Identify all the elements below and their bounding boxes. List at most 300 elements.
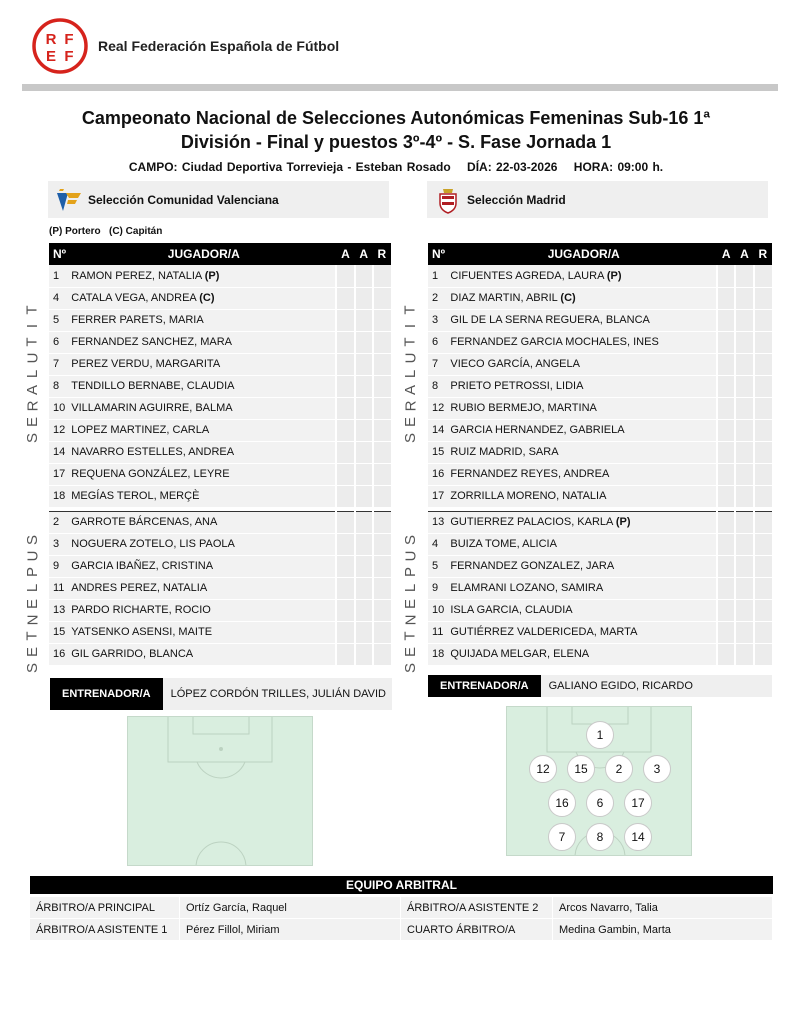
player-row xyxy=(428,463,772,485)
mark-cell-a2 xyxy=(355,577,373,599)
player-name: YATSENKO ASENSI, MAITE xyxy=(71,626,213,638)
player-row xyxy=(49,375,391,397)
side-label-letter: E xyxy=(23,598,41,610)
column-header-num: Nº xyxy=(428,243,450,265)
player-role-tag: (C) xyxy=(199,292,215,304)
referees-title: EQUIPO ARBITRAL xyxy=(30,876,773,894)
player-row xyxy=(428,331,772,353)
player-row xyxy=(428,643,772,665)
side-label-letter: L xyxy=(24,583,41,593)
mark-cell-a2 xyxy=(355,287,373,309)
mark-cell-a1 xyxy=(336,331,354,353)
player-row xyxy=(428,309,772,331)
mark-cell-r xyxy=(373,533,391,555)
player-name: FERNANDEZ SANCHEZ, MARA xyxy=(71,336,232,348)
player-name: FERNANDEZ REYES, ANDREA xyxy=(450,468,610,480)
side-label-letter: E xyxy=(23,416,41,428)
player-name-cell xyxy=(71,643,336,665)
mark-cell-a1 xyxy=(336,397,354,419)
side-label-letter: T xyxy=(401,631,419,641)
player-name-cell xyxy=(450,265,717,287)
player-name-cell xyxy=(71,511,336,533)
mark-cell-a1 xyxy=(336,441,354,463)
player-number: 16 xyxy=(428,463,450,485)
player-name: CIFUENTES AGREDA, LAURA xyxy=(450,269,604,282)
player-number: 5 xyxy=(49,309,71,331)
player-name-cell xyxy=(71,287,336,309)
mark-cell-r xyxy=(373,643,391,665)
column-header-r: R xyxy=(373,243,391,265)
side-label-letter: L xyxy=(402,583,419,593)
player-row xyxy=(49,577,391,599)
org-name: Real Federación Española de Fútbol xyxy=(98,38,340,54)
mark-cell-a2 xyxy=(735,375,753,397)
player-row xyxy=(428,397,772,419)
mark-cell-a1 xyxy=(717,375,735,397)
side-label-letter: T xyxy=(23,337,41,347)
mark-cell-a2 xyxy=(355,621,373,643)
mark-cell-a1 xyxy=(336,375,354,397)
player-number: 10 xyxy=(428,599,450,621)
referee-name: Pérez Fillol, Miriam xyxy=(180,919,401,940)
mark-cell-a1 xyxy=(717,309,735,331)
player-name: CATALA VEGA, ANDREA xyxy=(71,292,197,304)
away-roster-table xyxy=(428,243,772,666)
formation-player-dot: 1 xyxy=(586,721,614,749)
page-header xyxy=(32,18,339,74)
away-coach-name: GALIANO EGIDO, RICARDO xyxy=(541,675,772,697)
player-name: MEGÍAS TEROL, MERÇÈ xyxy=(71,490,200,502)
column-header-a1: A xyxy=(336,243,354,265)
player-row xyxy=(49,511,391,533)
player-name: GIL GARRIDO, BLANCA xyxy=(71,648,194,660)
mark-cell-a2 xyxy=(355,397,373,419)
player-name-cell xyxy=(71,419,336,441)
player-name-cell xyxy=(450,397,717,419)
header-divider xyxy=(22,84,778,91)
mark-cell-r xyxy=(373,485,391,507)
player-name-cell xyxy=(450,485,717,507)
referee-name: Arcos Navarro, Talia xyxy=(553,897,773,918)
player-number: 15 xyxy=(49,621,71,643)
player-number: 4 xyxy=(428,533,450,555)
mark-cell-r xyxy=(754,353,772,375)
referee-name: Ortíz García, Raquel xyxy=(180,897,401,918)
player-name-cell xyxy=(450,599,717,621)
mark-cell-r xyxy=(754,511,772,533)
mark-cell-a2 xyxy=(735,441,753,463)
mark-cell-a2 xyxy=(735,419,753,441)
referee-role: CUARTO ÁRBITRO/A xyxy=(401,919,553,940)
column-header-a2: A xyxy=(735,243,753,265)
player-name-cell xyxy=(71,375,336,397)
match-venue: CAMPO: Ciudad Deportiva Torrevieja - Esteban Rosado xyxy=(128,160,451,174)
player-name: ISLA GARCIA, CLAUDIA xyxy=(450,604,573,616)
player-number: 8 xyxy=(49,375,71,397)
player-name: FERNANDEZ GONZALEZ, JARA xyxy=(450,560,615,572)
mark-cell-a1 xyxy=(717,265,735,287)
mark-cell-a2 xyxy=(735,643,753,665)
player-number: 4 xyxy=(49,287,71,309)
player-name-cell xyxy=(71,353,336,375)
player-name-cell xyxy=(450,419,717,441)
player-name: PEREZ VERDU, MARGARITA xyxy=(71,358,221,370)
formation-player-dot: 3 xyxy=(643,755,671,783)
player-name: RUBIO BERMEJO, MARTINA xyxy=(450,402,597,414)
player-row xyxy=(428,419,772,441)
mark-cell-a1 xyxy=(336,309,354,331)
column-header-num: Nº xyxy=(49,243,71,265)
mark-cell-a2 xyxy=(735,485,753,507)
rfef-logo-icon xyxy=(32,18,88,74)
away-subs-label xyxy=(403,532,419,672)
mark-cell-a1 xyxy=(336,533,354,555)
side-label-letter: T xyxy=(23,305,41,315)
formation-player-dot: 7 xyxy=(548,823,576,851)
player-row xyxy=(49,463,391,485)
player-row xyxy=(428,441,772,463)
column-header-a2: A xyxy=(355,243,373,265)
player-row xyxy=(49,287,391,309)
player-row xyxy=(428,485,772,507)
player-name-cell xyxy=(450,643,717,665)
mark-cell-a1 xyxy=(336,599,354,621)
formation-player-dot: 6 xyxy=(586,789,614,817)
mark-cell-r xyxy=(373,511,391,533)
player-number: 18 xyxy=(49,485,71,507)
mark-cell-a1 xyxy=(717,331,735,353)
player-role-tag: (P) xyxy=(615,516,631,528)
player-number: 11 xyxy=(428,621,450,643)
side-label-letter: E xyxy=(401,598,419,610)
mark-cell-r xyxy=(754,441,772,463)
mark-cell-a1 xyxy=(717,577,735,599)
player-row xyxy=(428,287,772,309)
player-name-cell xyxy=(450,375,717,397)
player-name-cell xyxy=(450,533,717,555)
mark-cell-r xyxy=(373,441,391,463)
formation-player-dot: 17 xyxy=(624,789,652,817)
match-time: HORA: 09:00 h. xyxy=(573,160,664,174)
player-name-cell xyxy=(450,441,717,463)
player-name-cell xyxy=(71,533,336,555)
mark-cell-a1 xyxy=(336,577,354,599)
player-name: ZORRILLA MORENO, NATALIA xyxy=(450,490,607,502)
svg-text:E: E xyxy=(45,48,57,65)
match-date: DÍA: 22-03-2026 xyxy=(467,160,558,174)
player-role-tag: (P) xyxy=(204,269,220,282)
side-label-letter: S xyxy=(401,432,419,444)
mark-cell-a2 xyxy=(735,555,753,577)
mark-cell-a1 xyxy=(336,287,354,309)
player-name-cell xyxy=(71,331,336,353)
player-name-cell xyxy=(71,621,336,643)
mark-cell-a2 xyxy=(355,485,373,507)
player-row xyxy=(49,309,391,331)
player-name: RUIZ MADRID, SARA xyxy=(450,446,559,458)
referee-row-2 xyxy=(30,919,773,940)
formation-player-dot: 12 xyxy=(529,755,557,783)
home-team-header xyxy=(48,181,389,218)
referee-role: ÁRBITRO/A ASISTENTE 2 xyxy=(401,897,553,918)
svg-text:R: R xyxy=(45,31,57,48)
mark-cell-a1 xyxy=(717,287,735,309)
player-number: 8 xyxy=(428,375,450,397)
player-row xyxy=(428,621,772,643)
mark-cell-r xyxy=(373,265,391,287)
player-number: 15 xyxy=(428,441,450,463)
player-row xyxy=(428,533,772,555)
mark-cell-a2 xyxy=(355,441,373,463)
mark-cell-r xyxy=(754,419,772,441)
player-name: RAMON PEREZ, NATALIA xyxy=(71,269,202,282)
player-name: GIL DE LA SERNA REGUERA, BLANCA xyxy=(450,314,650,326)
player-number: 3 xyxy=(428,309,450,331)
mark-cell-a2 xyxy=(735,463,753,485)
mark-cell-r xyxy=(754,599,772,621)
mark-cell-r xyxy=(754,375,772,397)
mark-cell-r xyxy=(373,419,391,441)
player-name: BUIZA TOME, ALICIA xyxy=(450,538,557,550)
player-row xyxy=(49,621,391,643)
player-number: 12 xyxy=(428,397,450,419)
side-label-letter: A xyxy=(401,384,419,396)
mark-cell-a2 xyxy=(735,621,753,643)
home-roster-table xyxy=(49,243,391,666)
side-label-letter: N xyxy=(402,614,419,626)
player-number: 16 xyxy=(49,643,71,665)
column-header-a1: A xyxy=(717,243,735,265)
side-label-letter: U xyxy=(402,352,419,364)
mark-cell-r xyxy=(373,577,391,599)
player-name: NOGUERA ZOTELO, LIS PAOLA xyxy=(71,538,235,550)
player-name: ANDRES PEREZ, NATALIA xyxy=(71,582,208,594)
mark-cell-r xyxy=(373,375,391,397)
mark-cell-r xyxy=(754,643,772,665)
ffcv-crest-icon xyxy=(54,185,84,215)
home-subs-label xyxy=(25,532,41,672)
side-label-letter: R xyxy=(24,400,41,412)
player-name-cell xyxy=(450,309,717,331)
mark-cell-a2 xyxy=(355,463,373,485)
player-name-cell xyxy=(71,441,336,463)
player-row xyxy=(49,265,391,287)
referee-role: ÁRBITRO/A ASISTENTE 1 xyxy=(30,919,180,940)
player-name-cell xyxy=(450,511,717,533)
player-name: VILLAMARIN AGUIRRE, BALMA xyxy=(71,402,233,414)
mark-cell-a1 xyxy=(336,555,354,577)
player-number: 11 xyxy=(49,577,71,599)
mark-cell-r xyxy=(373,599,391,621)
mark-cell-a1 xyxy=(336,511,354,533)
mark-cell-a1 xyxy=(717,485,735,507)
player-row xyxy=(49,555,391,577)
madrid-crest-icon xyxy=(433,185,463,215)
player-name-cell xyxy=(71,599,336,621)
referee-role: ÁRBITRO/A PRINCIPAL xyxy=(30,897,180,918)
side-label-letter: E xyxy=(401,646,419,658)
player-number: 7 xyxy=(428,353,450,375)
mark-cell-a2 xyxy=(355,331,373,353)
mark-cell-r xyxy=(754,485,772,507)
mark-cell-a2 xyxy=(355,309,373,331)
player-row xyxy=(428,555,772,577)
side-label-letter: E xyxy=(401,416,419,428)
side-label-letter: P xyxy=(23,566,41,578)
mark-cell-a2 xyxy=(355,599,373,621)
player-number: 1 xyxy=(428,265,450,287)
roster-header-row xyxy=(428,243,772,265)
mark-cell-r xyxy=(373,621,391,643)
mark-cell-r xyxy=(754,533,772,555)
mark-cell-a1 xyxy=(717,511,735,533)
away-coach-label: ENTRENADOR/A xyxy=(428,675,541,697)
player-number: 7 xyxy=(49,353,71,375)
referee-name: Medina Gambin, Marta xyxy=(553,919,773,940)
player-name-cell xyxy=(450,463,717,485)
player-name-cell xyxy=(450,331,717,353)
side-label-letter: L xyxy=(402,369,419,379)
player-name: GUTIERREZ PALACIOS, KARLA xyxy=(450,516,613,528)
mark-cell-r xyxy=(754,577,772,599)
side-label-letter: S xyxy=(401,534,419,546)
side-label-letter: S xyxy=(23,662,41,674)
player-number: 2 xyxy=(49,511,71,533)
side-label-letter: L xyxy=(24,369,41,379)
player-row xyxy=(49,485,391,507)
mark-cell-a1 xyxy=(336,265,354,287)
player-number: 6 xyxy=(49,331,71,353)
mark-cell-a1 xyxy=(336,485,354,507)
mark-cell-r xyxy=(754,555,772,577)
mark-cell-a1 xyxy=(336,463,354,485)
home-coach-label: ENTRENADOR/A xyxy=(50,678,163,710)
player-name: REQUENA GONZÁLEZ, LEYRE xyxy=(71,468,230,480)
away-formation-pitch xyxy=(506,706,692,856)
side-label-letter: I xyxy=(23,323,41,329)
player-number: 14 xyxy=(428,419,450,441)
mark-cell-a2 xyxy=(735,331,753,353)
mark-cell-a2 xyxy=(735,397,753,419)
mark-cell-a2 xyxy=(355,375,373,397)
mark-cell-r xyxy=(373,287,391,309)
mark-cell-a1 xyxy=(717,643,735,665)
mark-cell-a2 xyxy=(735,287,753,309)
side-label-letter: S xyxy=(23,432,41,444)
mark-cell-r xyxy=(754,265,772,287)
player-row xyxy=(49,397,391,419)
formation-player-dot: 16 xyxy=(548,789,576,817)
side-label-letter: S xyxy=(23,534,41,546)
player-number: 13 xyxy=(49,599,71,621)
player-name: FERNANDEZ GARCIA MOCHALES, INES xyxy=(450,336,659,348)
side-label-letter: E xyxy=(23,646,41,658)
player-row xyxy=(428,511,772,533)
column-header-player: JUGADOR/A xyxy=(450,243,717,265)
mark-cell-r xyxy=(373,555,391,577)
mark-cell-a1 xyxy=(717,353,735,375)
player-name: ELAMRANI LOZANO, SAMIRA xyxy=(450,582,604,594)
away-coach xyxy=(428,675,772,697)
mark-cell-a1 xyxy=(717,621,735,643)
mark-cell-a2 xyxy=(355,419,373,441)
player-row xyxy=(428,265,772,287)
mark-cell-r xyxy=(754,621,772,643)
home-coach xyxy=(50,678,392,710)
home-formation-pitch xyxy=(127,716,313,866)
formation-player-dot: 14 xyxy=(624,823,652,851)
player-name: TENDILLO BERNABE, CLAUDIA xyxy=(71,380,235,392)
referee-row-1 xyxy=(30,897,773,918)
home-starters-label xyxy=(25,302,41,442)
mark-cell-a1 xyxy=(336,353,354,375)
player-name: NAVARRO ESTELLES, ANDREA xyxy=(71,446,235,458)
column-header-player: JUGADOR/A xyxy=(71,243,336,265)
player-row xyxy=(49,643,391,665)
side-label-letter: A xyxy=(23,384,41,396)
player-number: 1 xyxy=(49,265,71,287)
mark-cell-r xyxy=(754,463,772,485)
side-label-letter: T xyxy=(401,305,419,315)
player-row xyxy=(49,419,391,441)
home-coach-name: LÓPEZ CORDÓN TRILLES, JULIÁN DAVID xyxy=(163,678,392,710)
match-info xyxy=(30,160,762,174)
mark-cell-a2 xyxy=(735,309,753,331)
player-name-cell xyxy=(71,485,336,507)
player-number: 18 xyxy=(428,643,450,665)
mark-cell-a2 xyxy=(355,511,373,533)
mark-cell-r xyxy=(373,463,391,485)
mark-cell-r xyxy=(754,397,772,419)
player-name: GUTIÉRREZ VALDERICEDA, MARTA xyxy=(450,626,638,638)
formation-player-dot: 15 xyxy=(567,755,595,783)
mark-cell-a1 xyxy=(717,397,735,419)
mark-cell-a2 xyxy=(735,599,753,621)
side-label-letter: P xyxy=(401,566,419,578)
side-label-letter: S xyxy=(401,662,419,674)
away-team-header xyxy=(427,181,768,218)
mark-cell-a1 xyxy=(717,419,735,441)
mark-cell-r xyxy=(754,309,772,331)
player-name: FERRER PARETS, MARIA xyxy=(71,314,204,326)
player-row xyxy=(49,533,391,555)
player-name-cell xyxy=(450,555,717,577)
mark-cell-r xyxy=(754,287,772,309)
player-row xyxy=(49,441,391,463)
legend: (P) Portero (C) Capitán xyxy=(49,226,163,237)
formation-player-dot: 8 xyxy=(586,823,614,851)
side-label-letter: T xyxy=(23,631,41,641)
player-role-tag: (C) xyxy=(560,292,576,304)
player-name-cell xyxy=(71,309,336,331)
side-label-letter: R xyxy=(402,400,419,412)
player-number: 9 xyxy=(428,577,450,599)
svg-text:F: F xyxy=(64,48,74,65)
away-starters-label xyxy=(403,302,419,442)
player-name-cell xyxy=(450,577,717,599)
player-number: 5 xyxy=(428,555,450,577)
mark-cell-a2 xyxy=(355,555,373,577)
mark-cell-a1 xyxy=(717,441,735,463)
player-name-cell xyxy=(71,463,336,485)
home-team-name: Selección Comunidad Valenciana xyxy=(88,192,279,207)
player-name: PRIETO PETROSSI, LIDIA xyxy=(450,380,584,392)
mark-cell-r xyxy=(373,353,391,375)
mark-cell-a1 xyxy=(717,533,735,555)
player-name: VIECO GARCÍA, ANGELA xyxy=(450,358,580,370)
player-number: 3 xyxy=(49,533,71,555)
svg-text:F: F xyxy=(64,31,74,48)
